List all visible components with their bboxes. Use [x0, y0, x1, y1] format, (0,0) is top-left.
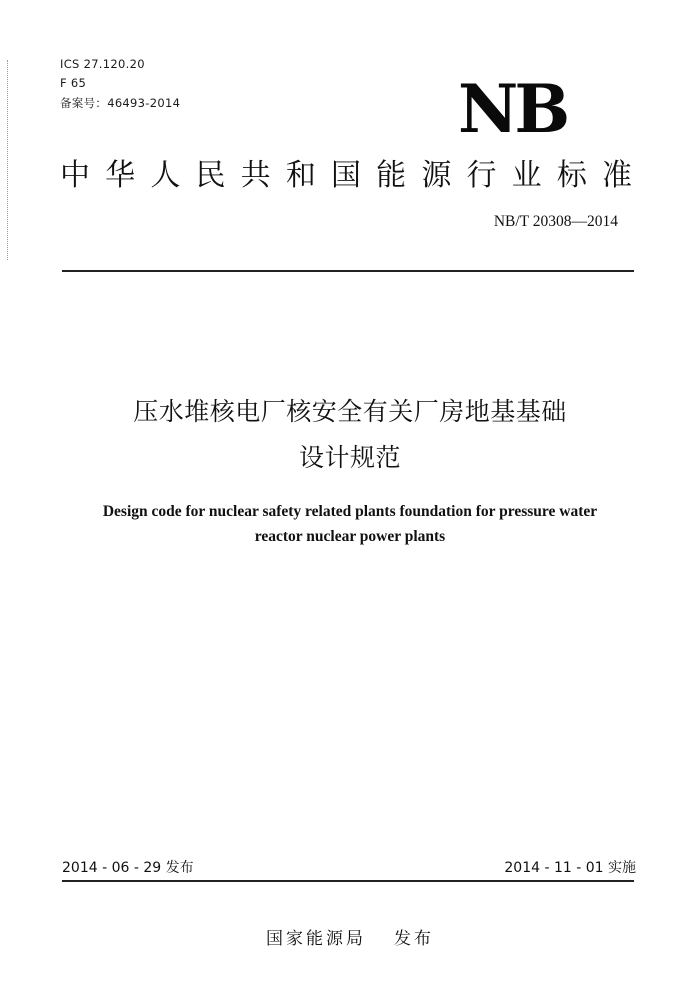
ccs-code: F 65: [60, 76, 87, 90]
binding-margin: [7, 60, 10, 260]
issue-date: 2014 - 06 - 29 发布: [62, 860, 194, 876]
issuer-action: 发布: [394, 929, 434, 949]
nb-logo: NB: [458, 70, 567, 148]
header-divider: [62, 270, 634, 272]
issuer-line: [0, 924, 700, 949]
ics-code: ICS 27.120.20: [60, 57, 145, 71]
title-english-line-2: reactor nuclear power plants: [254, 528, 446, 545]
issuer-name: 国家能源局: [266, 929, 366, 949]
title-chinese-line-2: 设计规范: [298, 443, 401, 472]
standard-number: NB/T 20308—2014: [493, 213, 618, 230]
implementation-date: 2014 - 11 - 01 实施: [504, 860, 636, 876]
filing-number: 备案号：46493-2014: [60, 96, 181, 110]
standard-type-heading: 中华人民共和国能源行业标准: [60, 158, 632, 193]
title-chinese-line-1: 压水堆核电厂核安全有关厂房地基基础: [133, 397, 567, 426]
footer-divider: [62, 880, 634, 882]
title-english-line-1: Design code for nuclear safety related plants foundation for pressure water: [102, 503, 598, 520]
